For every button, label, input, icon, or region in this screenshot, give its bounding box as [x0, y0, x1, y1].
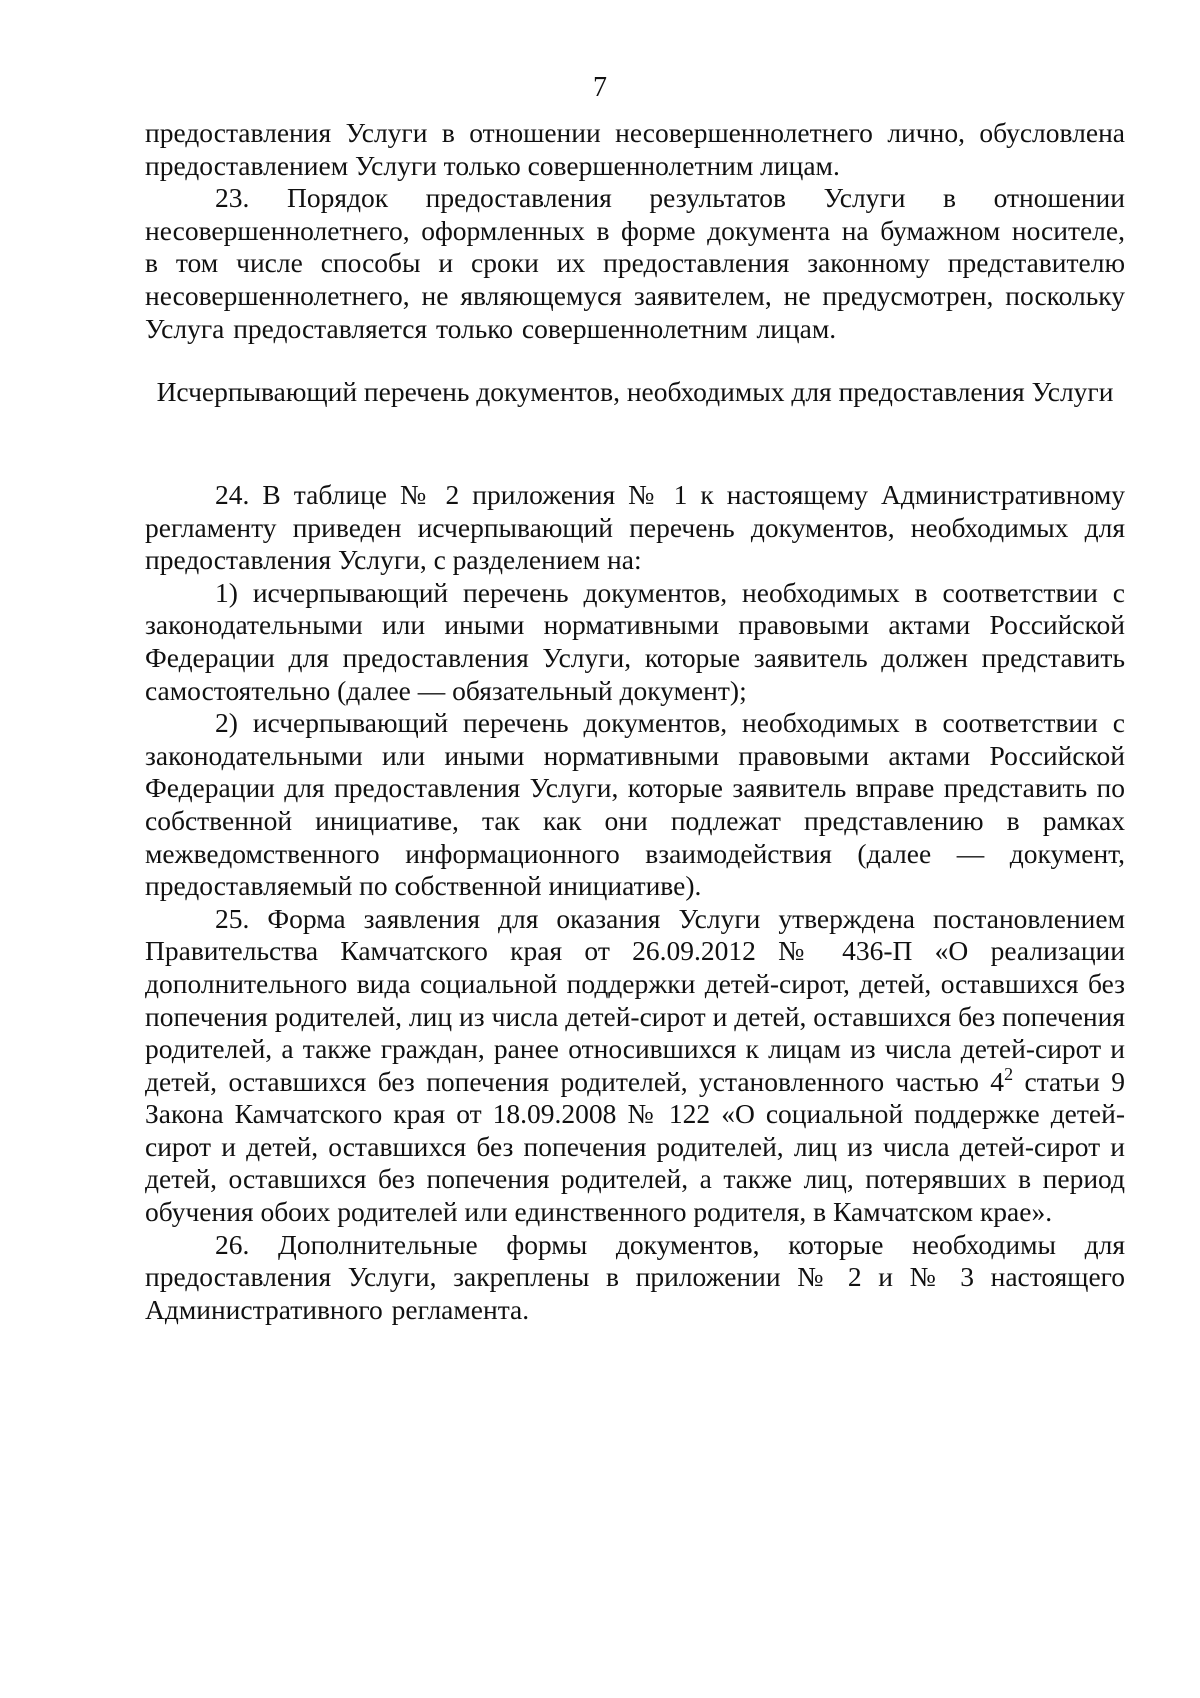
continued-text-block [145, 117, 1125, 345]
paragraph-24-item-2: 2) исчерпывающий перечень документов, необходимых в соответствии с законодательными или иными нормативными правовыми актами Российской Федерации для предоставления Услуги, которые заявитель вправе представить по собственной инициативе, так как они подлежат представлению в рамках межведомственного информационного взаимодействия (далее — документ, предоставляемый по собственной инициативе). [145, 707, 1125, 902]
paragraph-25 [145, 903, 1125, 1229]
paragraph-25-superscript: 2 [1004, 1063, 1014, 1084]
main-text-block [145, 479, 1125, 1326]
paragraph-23: 23. Порядок предоставления результатов Услуги в отношении несовершеннолетнего, оформленных в форме документа на бумажном носителе, в том числе способы и сроки их предоставления законному представителю несовершеннолетнего, не являющемуся заявителем, не предусмотрен, поскольку Услуга предоставляется только совершеннолетним лицам. [145, 182, 1125, 344]
paragraph-25-text-part-2: статьи 9 Закона Камчатского края от 18.09.2008 № 122 «О социальной поддержке детей-сирот и детей, оставшихся без попечения родителей, лиц из числа детей-сирот и детей, оставшихся без попечения родителей, а также лиц, потерявших в период обучения обоих родителей или единственного родителя, в Камчатском крае». [145, 1065, 1125, 1228]
paragraph-26: 26. Дополнительные формы документов, которые необходимы для предоставления Услуги, закреплены в приложении № 2 и № 3 настоящего Административного регламента. [145, 1228, 1125, 1325]
paragraph-22-continuation: предоставления Услуги в отношении несовершеннолетнего лично, обусловлена предоставлением Услуги только совершеннолетним лицам. [145, 117, 1125, 181]
paragraph-25-text-part-1: 25. Форма заявления для оказания Услуги утверждена постановлением Правительства Камчатского края от 26.09.2012 № 436-П «О реализации дополнительного вида социальной поддержки детей-сирот, детей, оставшихся без попечения родителей, лиц из числа детей-сирот и детей, оставшихся без попечения родителей, а также граждан, ранее относившихся к лицам из числа детей-сирот и детей, оставшихся без попечения родителей, установленного частью 4 [145, 902, 1125, 1097]
section-heading: Исчерпывающий перечень документов, необходимых для предоставления Услуги [156, 376, 1114, 407]
page-number: 7 [593, 72, 607, 103]
paragraph-24: 24. В таблице № 2 приложения № 1 к настоящему Административному регламенту приведен исчерпывающий перечень документов, необходимых для предоставления Услуги, с разделением на: [145, 479, 1125, 576]
paragraph-24-item-1: 1) исчерпывающий перечень документов, необходимых в соответствии с законодательными или иными нормативными правовыми актами Российской Федерации для предоставления Услуги, которые заявитель должен представить самостоятельно (далее — обязательный документ); [145, 576, 1125, 706]
